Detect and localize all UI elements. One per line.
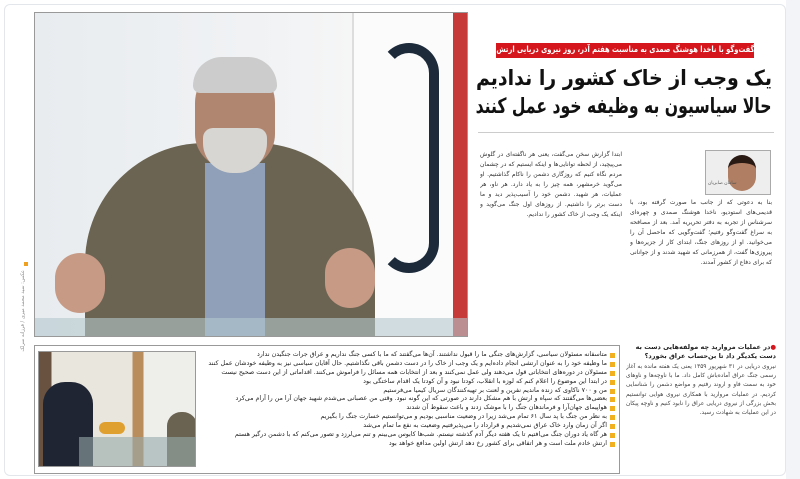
highlight-text: اگر آن زمان وارد خاک عراق نمی‌شدیم و قرارداد را می‌پذیرفتیم وضعیت به نفع ما تمام می‌شد bbox=[363, 422, 607, 430]
highlight-item bbox=[203, 413, 615, 422]
highlight-item bbox=[203, 351, 615, 360]
logo-mark bbox=[379, 43, 439, 273]
headline bbox=[476, 64, 772, 124]
interview-sidebar bbox=[626, 343, 776, 475]
headline-line-text: یک وجب از خاک کشور را ندادیم bbox=[475, 66, 772, 90]
highlight-text: بعضی‌ها می‌گفتند که سپاه و ارتش با هم مشکل دارند در صورتی که این گونه نبود. وقتی من عصبانی می‌شدم شهید جهان آرا من را آرام می‌کرد bbox=[235, 395, 607, 403]
highlight-text: من و ۷۰۰ ناکاوی که زنده ماندیم نفرین و لعنت بر تهیه‌کنندگان سریال کیمیا می‌فرستیم bbox=[383, 386, 607, 394]
highlight-text: هواپیمای جهان‌آرا و فرماندهان جنگ را با موشک زدند و باعث سقوط آن شدند bbox=[406, 404, 607, 412]
interview-question bbox=[626, 343, 776, 361]
highlight-text: هر گاه یاد دوران جنگ می‌افتیم تا یک هفته دیگر آدم گذشته نیستم. شب‌ها کابوس می‌بینم و تنم می‌لرزد و تصور می‌کنم که با دشمن درگیر هستم bbox=[234, 431, 607, 439]
question-bullet-icon: ● bbox=[770, 343, 776, 351]
body-column-left: ابتدا گزارش سخن می‌گفت، یعنی هر ناگفته‌ای در گلوش می‌پیچید، از لحظه توانایی‌ها و اینکه ایستیم که در چشمان مردم نگاه کنیم که روزگاری دشمن را ناکام گذاشتیم. او می‌گوید خرمشهر، همه چیز را به یاد دارد. هر ناو، هر عملیات، هر شهید. دشمن خود را آسیب‌پذیر دید و ما دست برتر را داشتیم. از روزهای اول جنگ می‌گوید و اینکه یک وجب از خاک کشور را ندادیم. bbox=[480, 151, 622, 218]
highlight-item bbox=[203, 404, 615, 413]
bullet-icon bbox=[610, 397, 615, 402]
bullet-icon bbox=[610, 415, 615, 420]
body-column-right: بنا به دعوتی که از جانب ما صورت گرفته بود، با قدیمی‌های استودیو، ناخدا هوشنگ صمدی و چهره‌ای سرشناس از تجربه به دفتر تحریریه آمد. بعد از مصافحه به سراغ گفت‌وگو رفتیم؛ گفت‌وگویی که ماحصل آن را می‌خوانید. او از روزهای جنگ، ابتدای کار از جزیره‌ها و پیروزی‌ها گفت، از همرزمانی که شهید شدند و از جوانانی که برای دفاع از کشور آمدند. bbox=[630, 199, 772, 266]
kicker bbox=[496, 43, 754, 58]
highlight-item bbox=[203, 431, 615, 440]
bullet-icon bbox=[610, 362, 615, 367]
highlight-item bbox=[203, 369, 615, 378]
main-photo bbox=[34, 12, 468, 337]
headline-line bbox=[476, 92, 772, 120]
bullet-icon bbox=[610, 380, 615, 385]
bullet-icon bbox=[610, 424, 615, 429]
author-box bbox=[705, 150, 771, 195]
kicker-text: گفت‌وگو با ناخدا هوشنگ صمدی به مناسبت هفتم آذر، روز نیروی دریایی ارتش bbox=[495, 45, 754, 55]
headline-line-text: حالا سیاسیون به وظیفه خود عمل کنند bbox=[476, 94, 772, 118]
bullet-icon bbox=[610, 442, 615, 447]
author-name: سامان صابریان bbox=[708, 181, 737, 186]
page-margin bbox=[786, 0, 800, 479]
bullet-icon bbox=[610, 371, 615, 376]
credit-bullet-icon bbox=[24, 262, 28, 266]
highlight-text: مسئولان در دوره‌های انتخاباتی قول می‌دهند ولی عمل نمی‌کنند و بعد از انتخابات همه مسائل را فراموش می‌کنند. اقداماتی از این دست صحیح نیست bbox=[221, 368, 607, 376]
bullet-icon bbox=[610, 433, 615, 438]
interview-photo bbox=[38, 351, 196, 467]
highlights-list bbox=[203, 351, 615, 449]
bullet-icon bbox=[610, 406, 615, 411]
highlight-text: ما وظیفه خود را به عنوان ارتشی انجام داده‌ایم و یک وجب از خاک را در دست دشمن باقی نگذاشتیم. حال آقایان سیاسی نیز به وظیفه خودشان عمل کنند bbox=[208, 359, 607, 367]
highlight-text: ارتش خادم ملت است و هر اتفاقی برای کشور رخ دهد ارتش اولین مدافع خواهد بود bbox=[388, 439, 607, 447]
headline-line bbox=[476, 64, 772, 92]
question-text: در عملیات مروارید چه مولفه‌هایی دست به دست یکدیگر داد تا بن‌حساب عراق بخورد؟ bbox=[635, 343, 776, 360]
highlight-item bbox=[203, 440, 615, 449]
highlight-text: متاسفانه مسئولان سیاسی، گزارش‌های جنگی ما را قبول نداشتند. آن‌ها می‌گفتند که ما با کسی جنگ نداریم و عراق جرات جنگیدن ندارد bbox=[256, 351, 607, 358]
highlight-item bbox=[203, 395, 615, 404]
highlight-text: در ابتدا این موضوع را اعلام کنم که لوزه با انقلاب، کودتا نبود و آن کودتا یک اقدام ساختگی بود bbox=[363, 377, 607, 385]
divider bbox=[478, 132, 774, 133]
highlight-text: به نظر من جنگ با پد سال ۶۱ تمام می‌شد زیرا در وضعیت مناسبی بودیم و می‌توانستیم خسارت جنگ را بگیریم bbox=[320, 413, 607, 421]
bullet-icon bbox=[610, 353, 615, 358]
highlights-box bbox=[34, 345, 620, 474]
interview-answer: نیروی دریایی در ۳۱ شهریور ۱۳۵۹ یعنی یک هفته مانده به آغاز رسمی جنگ عراق آماده‌باش کامل داد. ما با ناوچه‌ها و ناوهای خود به سمت فاو و اروند رفتیم و مواضع دشمن را شناسایی کردیم. در عملیات مروارید با همکاری نیروی هوایی توانستیم بخش بزرگی از نیروی دریایی عراق را نابود کنیم و ناوچه پیکان در این عملیات به شهادت رسید. bbox=[626, 364, 776, 417]
highlight-item bbox=[203, 378, 615, 387]
highlight-item bbox=[203, 422, 615, 431]
bullet-icon bbox=[610, 389, 615, 394]
highlight-item bbox=[203, 360, 615, 369]
photo-credit: عکس: سید محمد میری / فرزانه سرلک bbox=[20, 270, 26, 352]
